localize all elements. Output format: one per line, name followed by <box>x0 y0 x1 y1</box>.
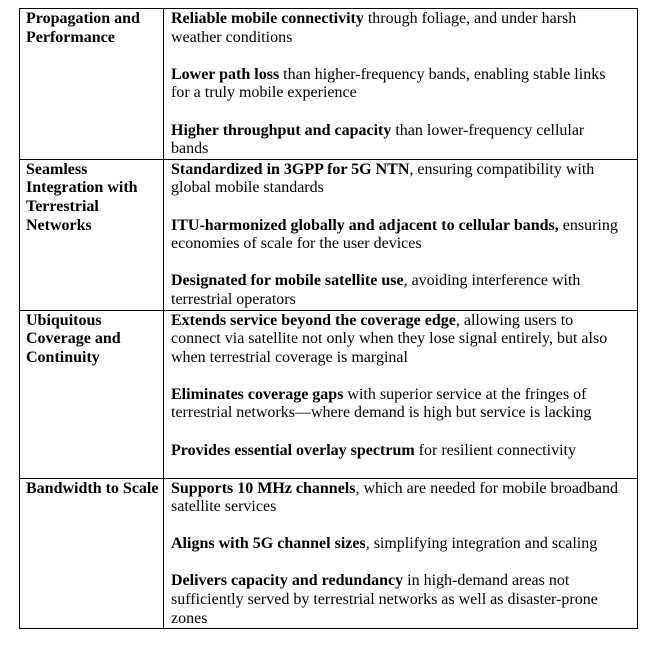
feature-text: through foliage, and under harsh weather conditions <box>171 10 577 46</box>
category-label: Propagation and Performance <box>26 10 140 46</box>
description-cell <box>164 159 638 310</box>
feature-lead: Higher throughput and capacity <box>171 121 392 139</box>
category-cell <box>20 9 164 160</box>
category-label: Ubiquitous Coverage and Continuity <box>26 311 121 366</box>
feature-item <box>171 535 621 554</box>
feature-lead: Standardized in 3GPP for 5G NTN <box>171 160 410 178</box>
feature-text: , simplifying integration and scaling <box>365 535 598 553</box>
feature-text: than lower-frequency cellular bands <box>171 121 585 158</box>
feature-text: with superior service at the fringes of terrestrial networks—where demand is high but service is lacking <box>171 385 592 422</box>
feature-item <box>171 272 621 309</box>
feature-text: than higher-frequency bands, enabling stable links for a truly mobile experience <box>171 65 606 102</box>
feature-lead: Provides essential overlay spectrum <box>171 441 415 459</box>
feature-item <box>171 572 621 628</box>
feature-item <box>171 161 621 198</box>
feature-lead: Delivers capacity and redundancy <box>171 572 404 590</box>
feature-text: , which are needed for mobile broadband satellite services <box>171 479 619 516</box>
feature-text: in high-demand areas not sufficiently served by terrestrial networks as well as disaster-prone zones <box>171 572 598 627</box>
table-row-ubiquitous-coverage <box>20 310 638 478</box>
table-row-bandwidth-to-scale <box>20 478 638 629</box>
feature-lead: Aligns with 5G channel sizes <box>171 535 366 553</box>
feature-text: , ensuring compatibility with global mobile standards <box>171 160 595 197</box>
feature-lead: Eliminates coverage gaps <box>171 385 344 403</box>
feature-item <box>171 312 621 368</box>
feature-lead: Designated for mobile satellite use <box>171 272 404 290</box>
feature-text: for resilient connectivity <box>414 441 576 459</box>
description-cell <box>164 9 638 160</box>
feature-text: , avoiding interference with terrestrial operators <box>171 272 581 308</box>
category-cell <box>20 478 164 629</box>
feature-lead: Lower path loss <box>171 65 280 83</box>
feature-lead: Reliable mobile connectivity <box>171 10 364 27</box>
feature-item <box>171 122 621 159</box>
feature-item <box>171 10 621 47</box>
feature-table <box>19 8 638 629</box>
description-cell <box>164 478 638 629</box>
category-cell <box>20 159 164 310</box>
feature-lead: ITU-harmonized globally and adjacent to cellular bands, <box>171 216 559 234</box>
feature-item <box>171 217 621 254</box>
feature-item <box>171 386 621 423</box>
feature-lead: Supports 10 MHz channels <box>171 479 356 497</box>
feature-lead: Extends service beyond the coverage edge <box>171 311 456 329</box>
description-cell <box>164 310 638 478</box>
feature-item <box>171 480 621 517</box>
category-label: Bandwidth to Scale <box>26 479 159 497</box>
feature-item <box>171 66 621 103</box>
category-cell <box>20 310 164 478</box>
table-row-propagation-and-performance <box>20 9 638 160</box>
feature-text: ensuring economies of scale for the user devices <box>171 216 618 253</box>
table-row-seamless-integration <box>20 159 638 310</box>
feature-item <box>171 442 621 461</box>
feature-text: , allowing users to connect via satellite not only when they lose signal entirely, but also when terrestrial coverage is marginal <box>171 311 608 366</box>
category-label: Seamless Integration with Terrestrial Networks <box>26 160 138 234</box>
